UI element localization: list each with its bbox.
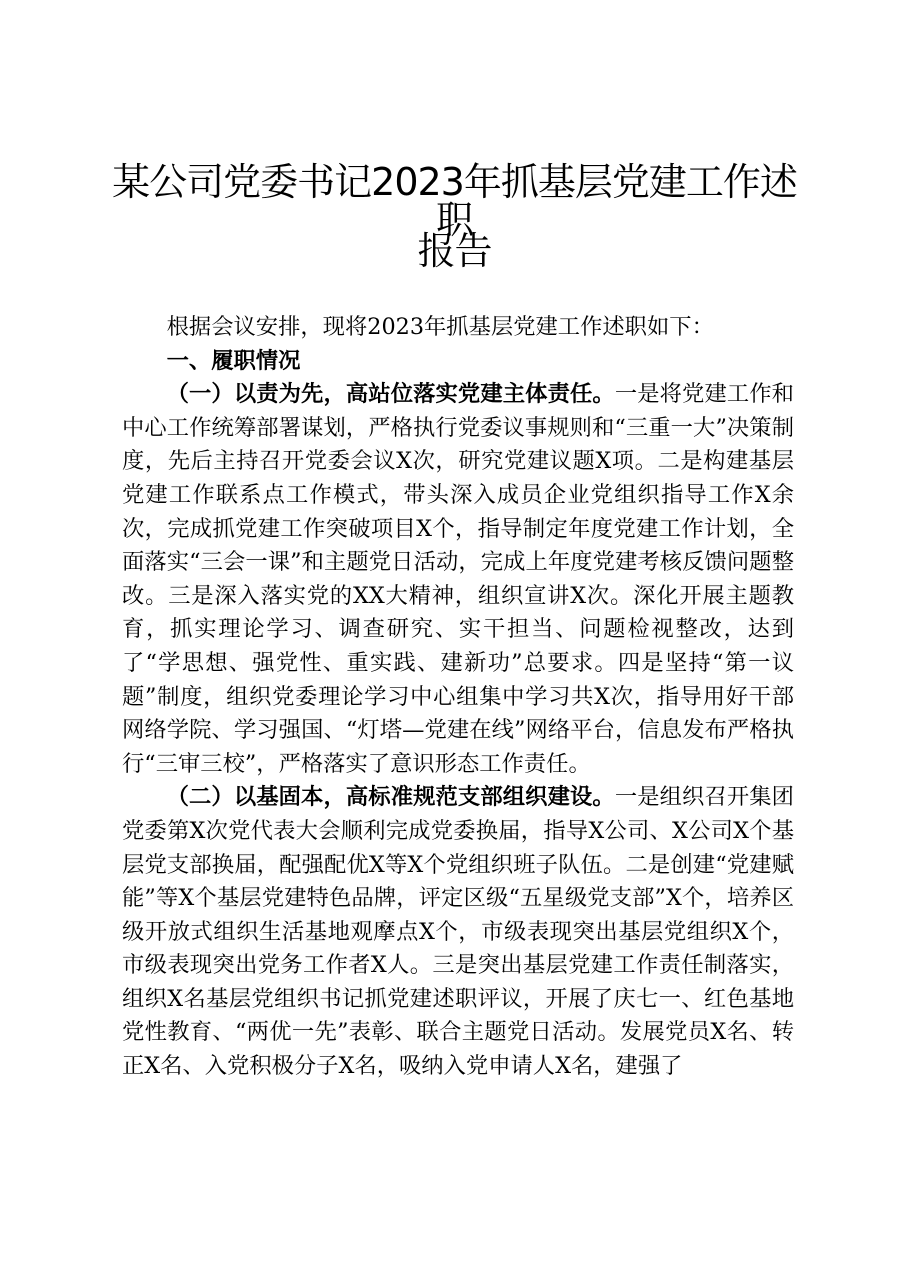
paragraph-1 (122, 378, 794, 781)
paragraph-2-lead: （二）以基固本，高标准规范支部组织建设。 (166, 784, 615, 811)
paragraph-1-body: 一是将党建工作和中心工作统筹部署谋划，严格执行党委议事规则和“三重一大”决策制度，先后主持召开党委会议X次，研究党建议题X项。二是构建基层党建工作联系点工作模式，带头深入成员企业党组织指导工作X余次，完成抓党建工作突破项目X个，指导制定年度党建工作计划，全面落实“三会一课”和主题党日活动，完成上年度党建考核反馈问题整改。三是深入落实党的XX大精神，组织宣讲X次。深化开展主题教育，抓实理论学习、调查研究、实干担当、问题检视整改，达到了“学思想、强党性、重实践、建新功”总要求。四是坚持“第一议题”制度，组织党委理论学习中心组集中学习共X次，指导用好干部网络学院、学习强国、“灯塔—党建在线”网络平台，信息发布严格执行“三审三校”，严格落实了意识形态工作责任。 (122, 381, 794, 777)
paragraph-2 (122, 781, 794, 1083)
document-title-line-1: 某公司党委书记2023年抓基层党建工作述职 (112, 160, 797, 242)
paragraph-1-lead: （一）以责为先，高站位落实党建主体责任。 (166, 381, 615, 408)
paragraph-2-body: 一是组织召开集团党委第X次党代表大会顺利完成党委换届，指导X公司、X公司X个基层党支部换届，配强配优X等X个党组织班子队伍。二是创建“党建赋能”等X个基层党建特色品牌，评定区级“五星级党支部”X个，培养区级开放式组织生活基地观摩点X个，市级表现突出基层党组织X个，市级表现突出党务工作者X人。三是突出基层党建工作责任制落实，组织X名基层党组织书记抓党建述职评议，开展了庆七一、红色基地党性教育、“两优一先”表彰、联合主题党日活动。发展党员X名、转正X名、入党积极分子X名，吸纳入党申请人X名，建强了 (122, 784, 794, 1080)
section-heading: 一、履职情况 (166, 347, 301, 374)
document-title-line-2: 报告 (417, 229, 492, 273)
intro-paragraph: 根据会议安排，现将2023年抓基层党建工作述职如下： (166, 314, 714, 340)
document-body (122, 311, 794, 1084)
